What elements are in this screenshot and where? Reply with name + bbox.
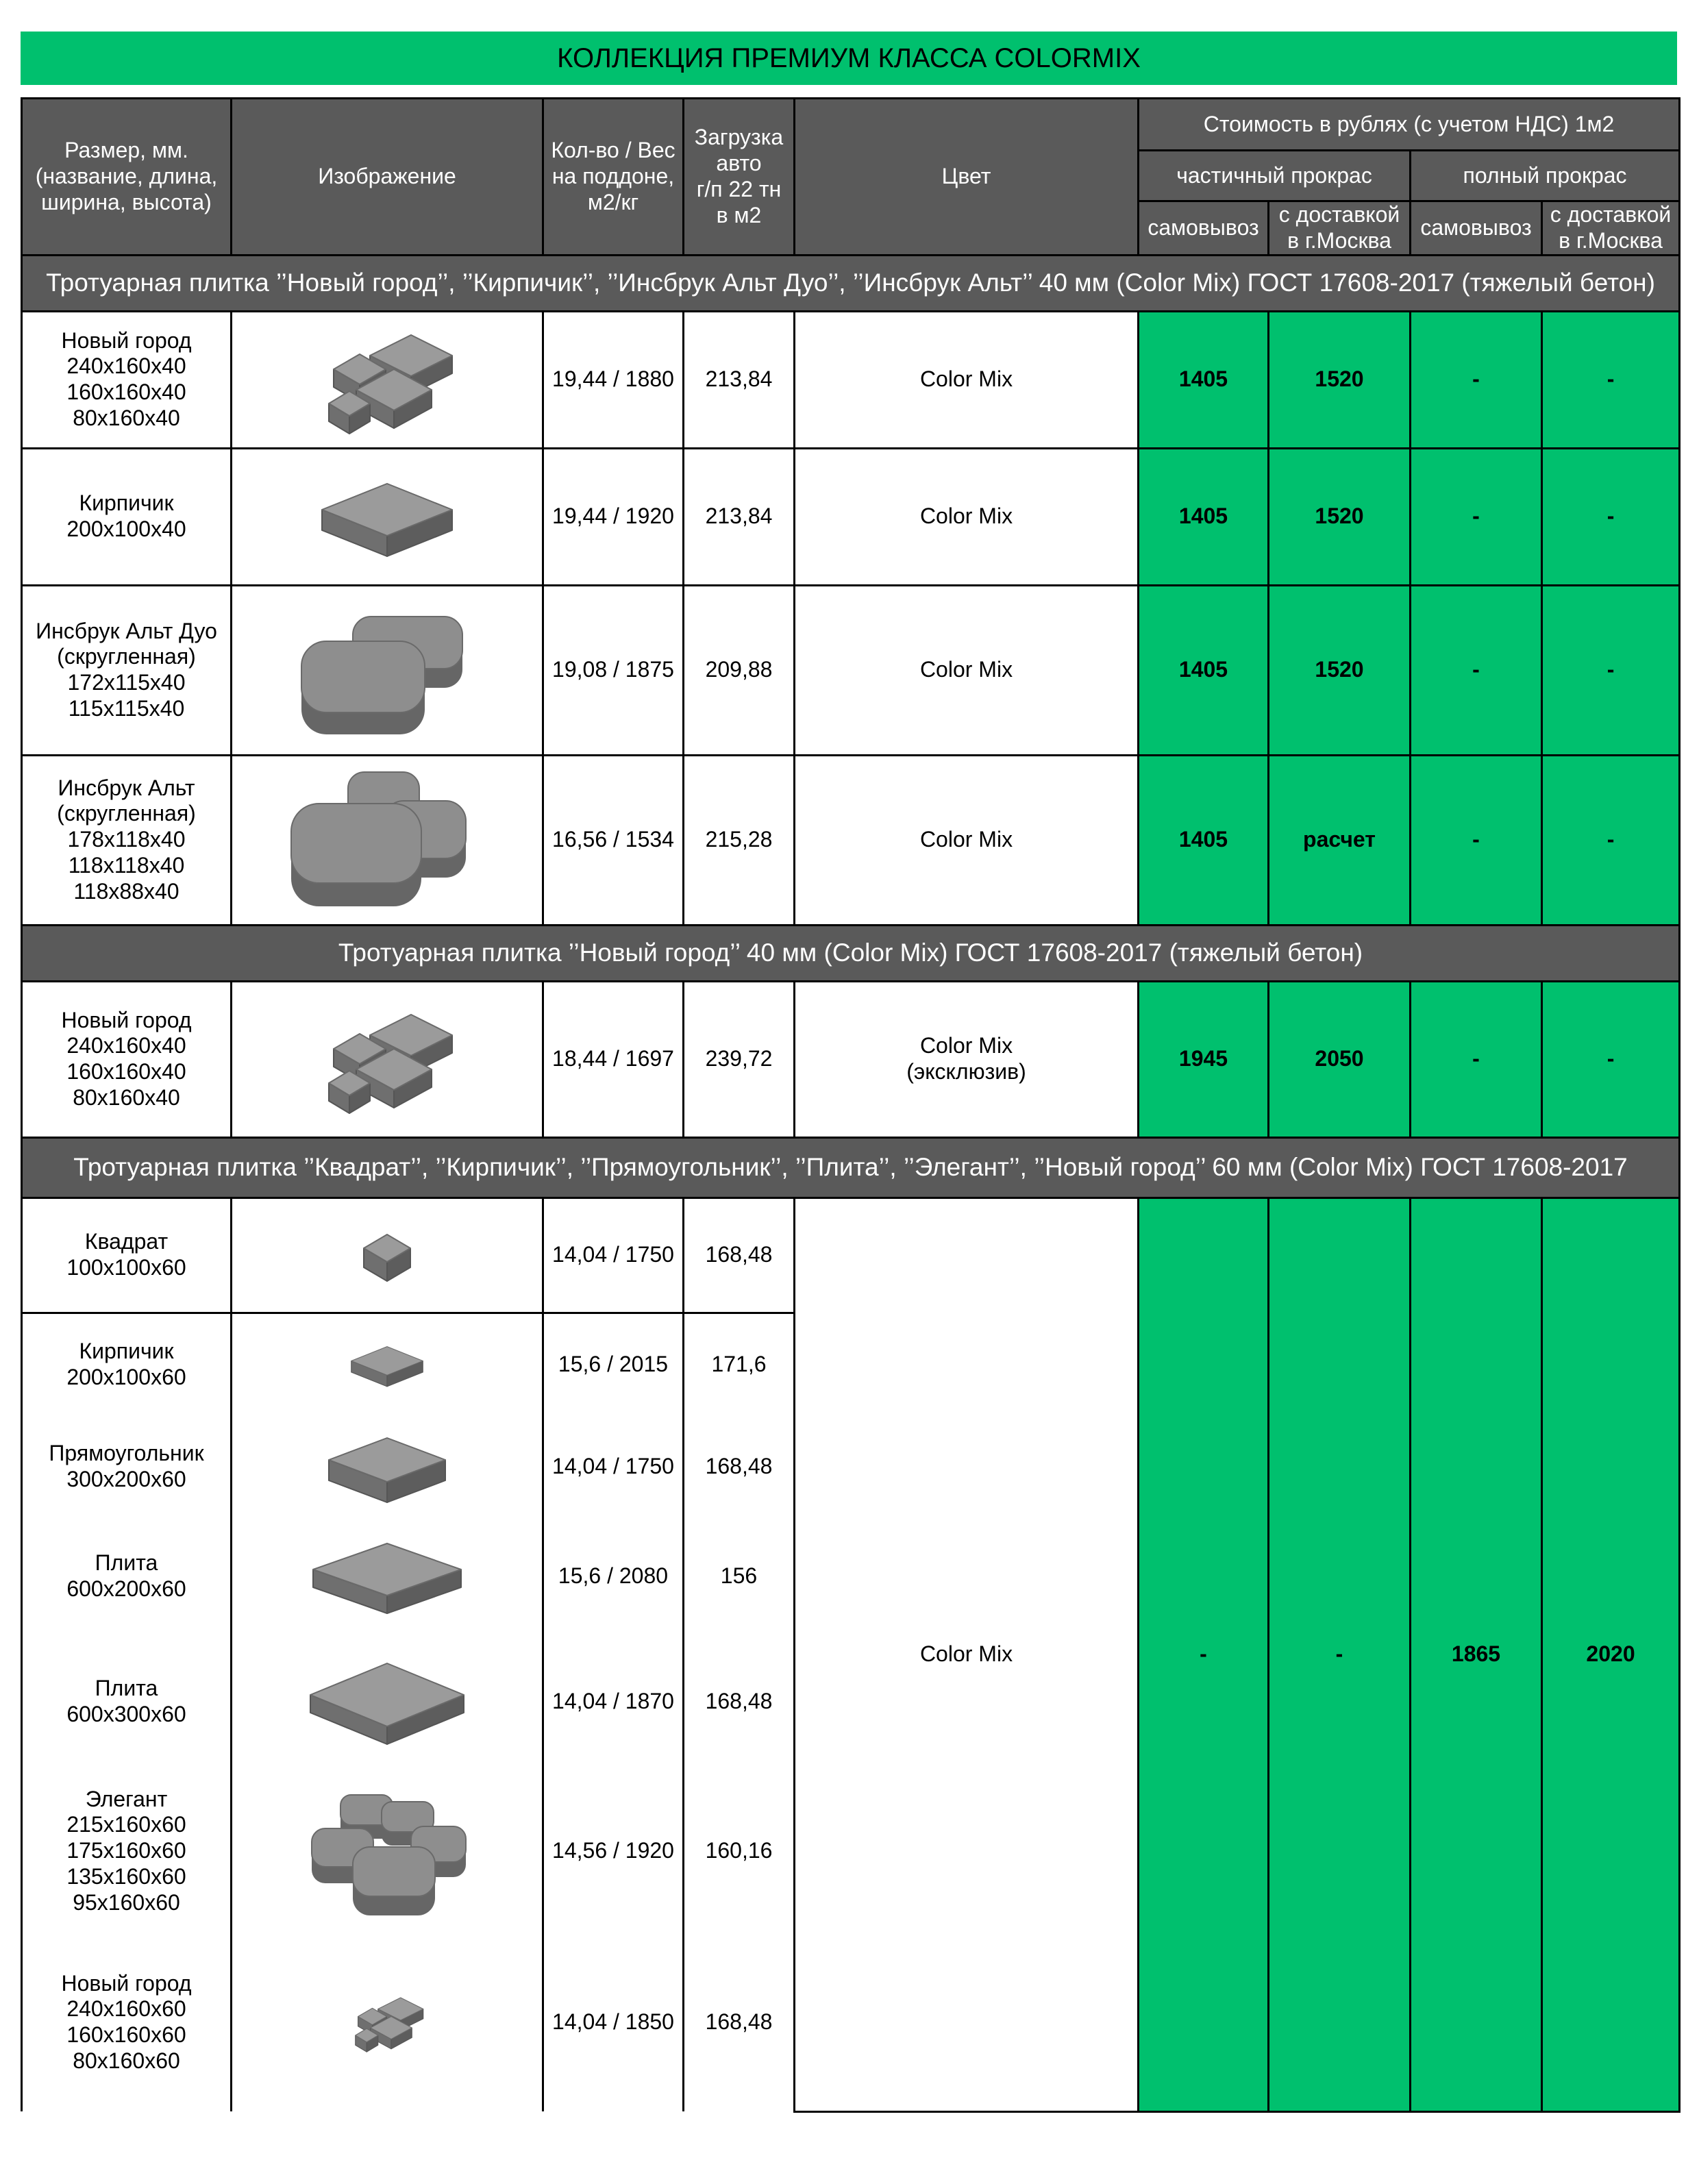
qty-weight: 18,44 / 1697 bbox=[543, 981, 684, 1137]
product-name: Квадрат 100x100x60 bbox=[22, 1198, 232, 1313]
price-value: 1520 bbox=[1269, 311, 1411, 448]
truck-load: 213,84 bbox=[684, 311, 795, 448]
truck-load: 168,48 bbox=[684, 1635, 795, 1769]
product-name: Элегант 215x160x60 175x160x60 135x160x60 95x160x60 bbox=[22, 1769, 232, 1933]
price-value: - bbox=[1542, 311, 1680, 448]
brick-tile-icon bbox=[232, 1313, 543, 1415]
delivery-header: с доставкой в г.Москва bbox=[1542, 201, 1680, 256]
price-value: - bbox=[1411, 755, 1542, 925]
truck-load: 168,48 bbox=[684, 1933, 795, 2111]
truck-load: 168,48 bbox=[684, 1415, 795, 1518]
price-value: 1520 bbox=[1269, 585, 1411, 755]
qty-weight: 14,04 / 1850 bbox=[543, 1933, 684, 2111]
partial-color-header: частичный прокрас bbox=[1139, 151, 1411, 201]
section-title: Тротуарная плитка ’’Новый город’’ 40 мм (Color Mix) ГОСТ 17608-2017 (тяжелый бетон) bbox=[22, 925, 1680, 981]
price-value: - bbox=[1411, 981, 1542, 1137]
price-value: - bbox=[1542, 981, 1680, 1137]
price-header: Стоимость в рублях (с учетом НДС) 1м2 bbox=[1139, 99, 1680, 151]
square-tile-icon bbox=[232, 1198, 543, 1313]
price-value: расчет bbox=[1269, 755, 1411, 925]
product-name: Новый город 240x160x40 160x160x40 80x160x40 bbox=[22, 981, 232, 1137]
color-value: Color Mix bbox=[795, 448, 1139, 585]
price-value: - bbox=[1411, 448, 1542, 585]
tile-set-icon bbox=[232, 1933, 543, 2111]
table-row bbox=[22, 585, 1680, 755]
qty-weight: 14,56 / 1920 bbox=[543, 1769, 684, 1933]
full-color-header: полный прокрас bbox=[1411, 151, 1680, 201]
qty-weight: 19,44 / 1920 bbox=[543, 448, 684, 585]
table-row bbox=[22, 1198, 1680, 1313]
product-name: Инсбрук Альт (скругленная) 178x118x40 118x118x40 118x88x40 bbox=[22, 755, 232, 925]
product-name: Прямоугольник 300x200x60 bbox=[22, 1415, 232, 1518]
pickup-header: самовывоз bbox=[1411, 201, 1542, 256]
qty-weight: 19,44 / 1880 bbox=[543, 311, 684, 448]
product-name: Плита 600x300x60 bbox=[22, 1635, 232, 1769]
color-value: Color Mix bbox=[795, 755, 1139, 925]
qty-weight: 15,6 / 2080 bbox=[543, 1518, 684, 1635]
truck-load: 156 bbox=[684, 1518, 795, 1635]
section-header bbox=[22, 925, 1680, 981]
product-name: Инсбрук Альт Дуо (скругленная) 172x115x40 115x115x40 bbox=[22, 585, 232, 755]
price-value: 1405 bbox=[1139, 585, 1269, 755]
truck-load: 160,16 bbox=[684, 1769, 795, 1933]
price-value: - bbox=[1269, 1198, 1411, 2111]
qty-header: Кол-во / Вес на поддоне, м2/кг bbox=[543, 99, 684, 256]
product-name: Новый город 240x160x60 160x160x60 80x160x60 bbox=[22, 1933, 232, 2111]
truck-load: 213,84 bbox=[684, 448, 795, 585]
elegant-tile-icon bbox=[232, 1769, 543, 1933]
wide-slab-icon bbox=[232, 1635, 543, 1769]
delivery-header: с доставкой в г.Москва bbox=[1269, 201, 1411, 256]
price-value: 1405 bbox=[1139, 755, 1269, 925]
color-value: Color Mix bbox=[795, 311, 1139, 448]
qty-weight: 14,04 / 1750 bbox=[543, 1198, 684, 1313]
product-name: Кирпичик 200x100x40 bbox=[22, 448, 232, 585]
qty-weight: 16,56 / 1534 bbox=[543, 755, 684, 925]
size-header: Размер, мм. (название, длина, ширина, высота) bbox=[22, 99, 232, 256]
truck-load: 209,88 bbox=[684, 585, 795, 755]
price-value: 1520 bbox=[1269, 448, 1411, 585]
tile-set-icon bbox=[232, 311, 543, 448]
price-value: 1865 bbox=[1411, 1198, 1542, 2111]
price-value: 1945 bbox=[1139, 981, 1269, 1137]
table-row bbox=[22, 311, 1680, 448]
section-header bbox=[22, 1137, 1680, 1198]
qty-weight: 14,04 / 1750 bbox=[543, 1415, 684, 1518]
price-value: - bbox=[1542, 755, 1680, 925]
section-header bbox=[22, 255, 1680, 311]
price-value: - bbox=[1542, 585, 1680, 755]
section-title: Тротуарная плитка ’’Квадрат’’, ’’Кирпичик’’, ’’Прямоугольник’’, ’’Плита’’, ’’Элегант’’, ’’Новый город’’ 60 мм (Color Mix) ГОСТ 17608-2017 bbox=[22, 1137, 1680, 1198]
slab-tile-icon bbox=[232, 1518, 543, 1635]
section-title: Тротуарная плитка ’’Новый город’’, ’’Кирпичик’’, ’’Инсбрук Альт Дуо’’, ’’Инсбрук Альт’’ 40 мм (Color Mix) ГОСТ 17608-2017 (тяжелый бетон) bbox=[22, 255, 1680, 311]
tile-set-icon bbox=[232, 981, 543, 1137]
truck-load: 171,6 bbox=[684, 1313, 795, 1415]
color-header: Цвет bbox=[795, 99, 1139, 256]
load-header: Загрузка авто г/п 22 тн в м2 bbox=[684, 99, 795, 256]
qty-weight: 14,04 / 1870 bbox=[543, 1635, 684, 1769]
truck-load: 215,28 bbox=[684, 755, 795, 925]
price-value: 2020 bbox=[1542, 1198, 1680, 2111]
product-name: Новый город 240x160x40 160x160x40 80x160x40 bbox=[22, 311, 232, 448]
rectangle-tile-icon bbox=[232, 1415, 543, 1518]
table-row bbox=[22, 448, 1680, 585]
price-value: - bbox=[1542, 448, 1680, 585]
table-row bbox=[22, 981, 1680, 1137]
price-value: - bbox=[1411, 585, 1542, 755]
price-table bbox=[21, 97, 1681, 2113]
price-value: 2050 bbox=[1269, 981, 1411, 1137]
color-value: Color Mix bbox=[795, 585, 1139, 755]
image-header: Изображение bbox=[232, 99, 543, 256]
price-value: - bbox=[1411, 311, 1542, 448]
page-title: КОЛЛЕКЦИЯ ПРЕМИУМ КЛАССА COLORMIX bbox=[21, 32, 1677, 85]
price-value: 1405 bbox=[1139, 311, 1269, 448]
brick-tile-icon bbox=[232, 448, 543, 585]
product-name: Кирпичик 200x100x60 bbox=[22, 1313, 232, 1415]
table-row bbox=[22, 755, 1680, 925]
pickup-header: самовывоз bbox=[1139, 201, 1269, 256]
qty-weight: 19,08 / 1875 bbox=[543, 585, 684, 755]
qty-weight: 15,6 / 2015 bbox=[543, 1313, 684, 1415]
color-value: Color Mix bbox=[795, 1198, 1139, 2111]
rounded-trio-icon bbox=[232, 755, 543, 925]
color-value: Color Mix (эксклюзив) bbox=[795, 981, 1139, 1137]
rounded-duo-icon bbox=[232, 585, 543, 755]
price-value: - bbox=[1139, 1198, 1269, 2111]
truck-load: 168,48 bbox=[684, 1198, 795, 1313]
truck-load: 239,72 bbox=[684, 981, 795, 1137]
product-name: Плита 600x200x60 bbox=[22, 1518, 232, 1635]
price-value: 1405 bbox=[1139, 448, 1269, 585]
